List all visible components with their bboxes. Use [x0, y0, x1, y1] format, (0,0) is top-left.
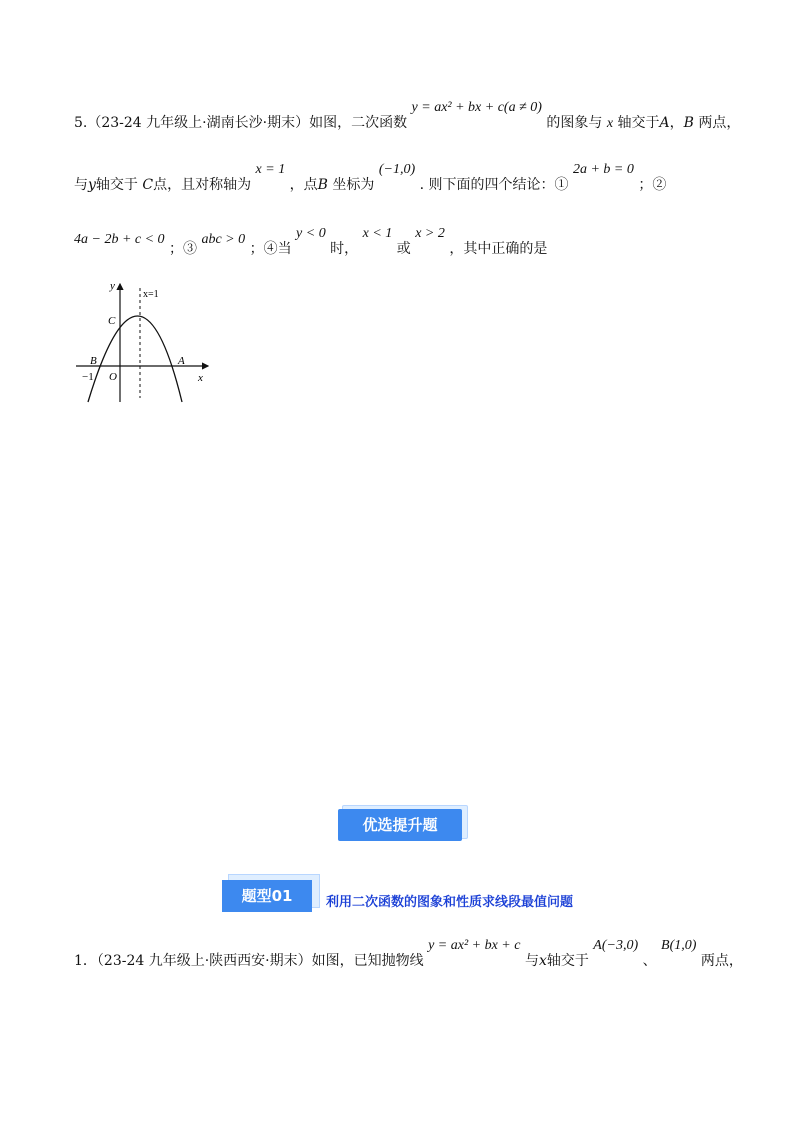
- question-type-title: 利用二次函数的图象和性质求线段最值问题: [326, 895, 574, 910]
- q1-number: 1．（23-24 九年级上·陕西西安·期末）如图，已知抛物线: [74, 953, 424, 969]
- graph-minus-one: −1: [82, 371, 94, 383]
- parabola-graph: [74, 278, 214, 406]
- q5-line-1: 5.（23-24 九年级上·湖南长沙·期末）如图，二次函数 y = ax² + bx + c(a ≠ 0) 的图象与 x 轴交于A，B 两点，: [74, 100, 741, 131]
- graph-origin: O: [109, 371, 117, 383]
- q1-line-1: 1．（23-24 九年级上·陕西西安·期末）如图，已知抛物线 y = ax² + bx + c 与x轴交于 A(−3,0) 、 B(1,0) 两点，: [74, 938, 743, 969]
- graph-y-label: y: [110, 280, 115, 292]
- graph-point-b: B: [90, 355, 97, 367]
- q5-point-b-coord: (−1,0): [378, 162, 416, 177]
- q5-conclusion-2: 4a − 2b + c < 0: [74, 232, 165, 247]
- q5-function: y = ax² + bx + c(a ≠ 0): [411, 100, 542, 115]
- q5-symmetry-axis: x = 1: [255, 162, 286, 177]
- graph-x-label: x: [198, 372, 203, 384]
- q5-line-3: 4a − 2b + c < 0 ；③ abc > 0 ；④当 y < 0 时， x < 1 或 x > 2 ，其中正确的是: [74, 226, 548, 257]
- q1-function: y = ax² + bx + c: [428, 938, 521, 953]
- graph-axis-label: x=1: [143, 289, 159, 300]
- q1-point-b: B(1,0): [661, 938, 697, 953]
- parabola-curve: [88, 316, 182, 402]
- section-banner-label: 优选提升题: [338, 809, 462, 841]
- q5-condition: y < 0: [296, 226, 326, 241]
- q1-point-a: A(−3,0): [593, 938, 639, 953]
- q5-conclusion-1: 2a + b = 0: [572, 162, 634, 177]
- q5-conclusion-3: abc > 0: [201, 232, 246, 247]
- graph-point-a: A: [178, 355, 185, 367]
- q5-line-2: 与y轴交于 C点，且对称轴为 x = 1 ，点B 坐标为 (−1,0) . 则下面的四个结论：① 2a + b = 0 ；②: [74, 162, 667, 193]
- q5-number: 5.（23-24 九年级上·湖南长沙·期末）如图，二次函数: [74, 115, 408, 131]
- section-banner: [338, 805, 466, 841]
- graph-point-c: C: [108, 315, 116, 327]
- question-type-label: 题型01: [222, 880, 312, 912]
